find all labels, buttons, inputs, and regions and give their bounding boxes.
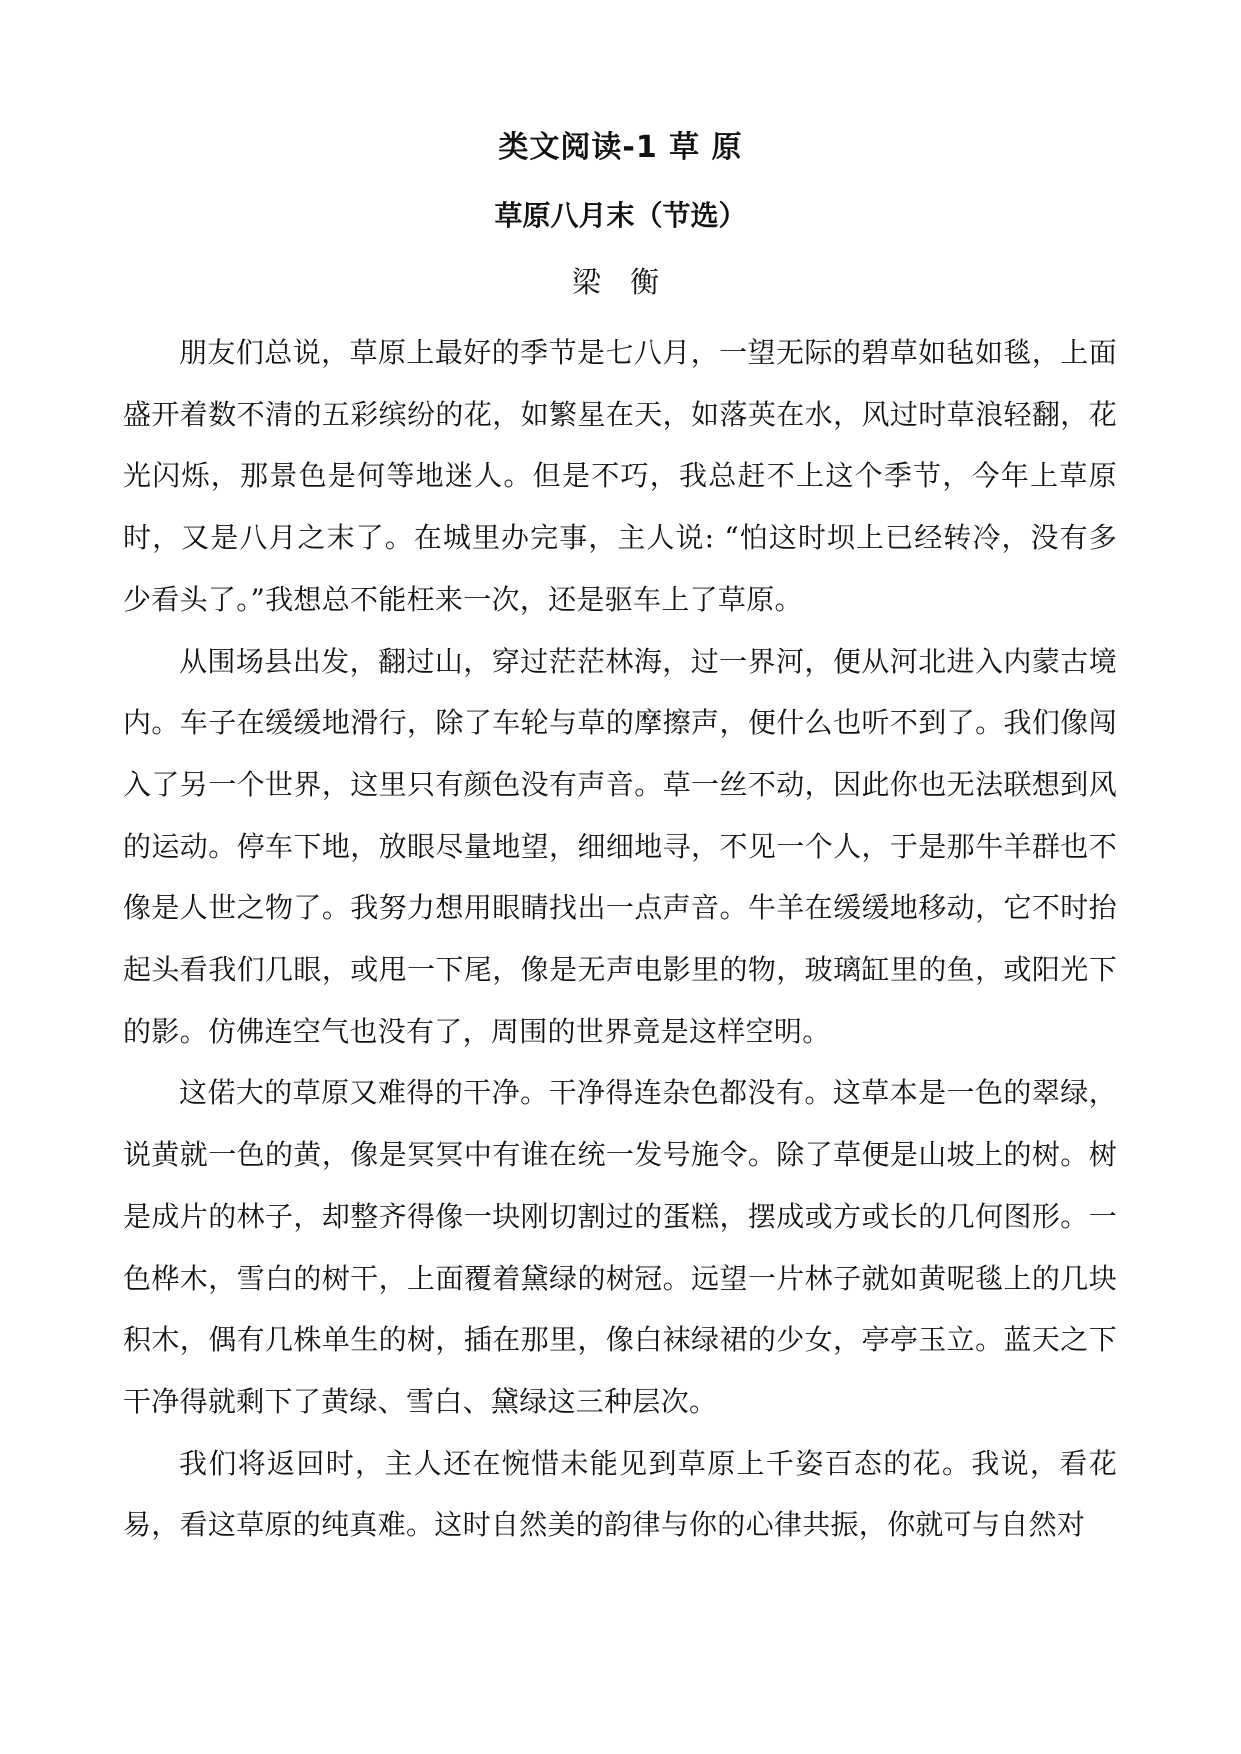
paragraph-1: 朋友们总说，草原上最好的季节是七八月，一望无际的碧草如毡如毯，上面盛开着数不清的五彩缤纷的花，如繁星在天，如落英在水，风过时草浪轻翻，花光闪烁，那景色是何等地迷人。但是不巧，我总赶不上这个季节，今年上草原时，又是八月之末了。在城里办完事，主人说: “怕这时坝上已经转冷，没有多少看头了。”我想总不能枉来一次，还是驱车上了草原。 xyxy=(123,336,1117,616)
document-title: 类文阅读-1 草 原 xyxy=(498,130,743,165)
author-name: 梁 衡 xyxy=(571,265,670,299)
paragraph-4: 我们将返回时，主人还在惋惜未能见到草原上千姿百态的花。我说，看花易，看这草原的纯真难。这时自然美的韵律与你的心律共振，你就可与自然对 xyxy=(123,1446,1117,1542)
paragraph-3: 这偌大的草原又难得的干净。干净得连杂色都没有。这草本是一色的翠绿，说黄就一色的黄，像是冥冥中有谁在统一发号施令。除了草便是山坡上的树。树是成片的林子，却整齐得像一块刚切割过的蛋糕，摆成或方或长的几何图形。一色桦木，雪白的树干，上面覆着黛绿的树冠。远望一片林子就如黄呢毯上的几块积木，偶有几株单生的树，插在那里，像白袜绿裙的少女，亭亭玉立。蓝天之下干净得就剩下了黄绿、雪白、黛绿这三种层次。 xyxy=(123,1076,1117,1418)
paragraph-2: 从围场县出发，翻过山，穿过茫茫林海，过一界河，便从河北进入内蒙古境内。车子在缓缓地滑行，除了车轮与草的摩擦声，便什么也听不到了。我们像闯入了另一个世界，这里只有颜色没有声音。草一丝不动，因此你也无法联想到风的运动。停车下地，放眼尽量地望，细细地寻，不见一个人，于是那牛羊群也不像是人世之物了。我努力想用眼睛找出一点声音。牛羊在缓缓地移动，它不时抬起头看我们几眼，或甩一下尾，像是无声电影里的物，玻璃缸里的鱼，或阳光下的影。仿佛连空气也没有了，周围的世界竟是这样空明。 xyxy=(123,644,1117,1048)
article-title: 草原八月末（节选） xyxy=(494,199,747,232)
article-body xyxy=(123,322,1117,1556)
